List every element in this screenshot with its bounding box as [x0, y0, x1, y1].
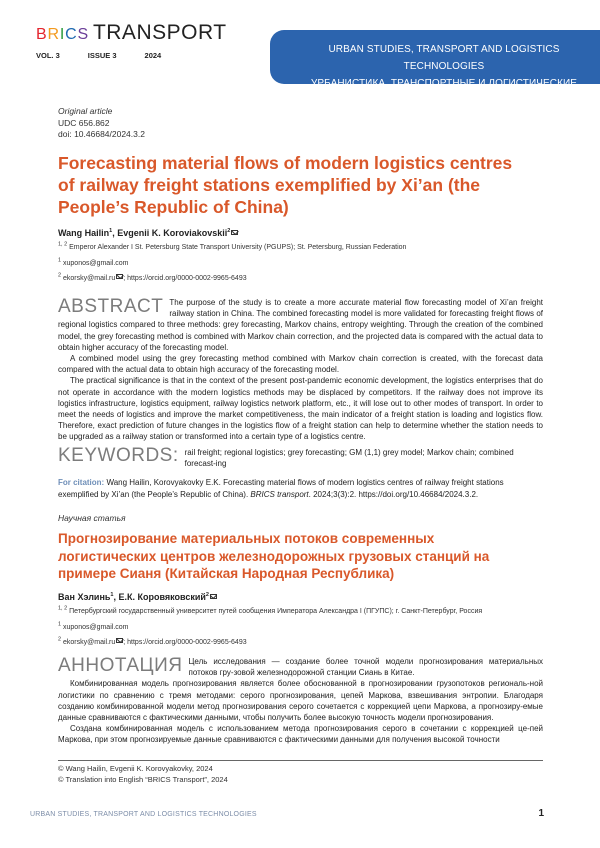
author-1-ru-sup: 1 — [110, 592, 114, 598]
email-line-1 — [58, 256, 406, 272]
abstract-paragraph-ru: Комбинированная модель прогнозирования является более обоснованной в прогнозировании грузопотоков региональ-ной логистики по сравнению с тремя методами: серого прогнозирования, цепей Маркова, взвешивания энтропии. Благодаря созданию комбинированной модели метод прогнозирования серого сочетается с коррекцией цепи Маркова, а прогнозиру-емые данные сравниваются с фактическими данными, чтобы получить более высокую точность модели прогнозирования. — [58, 679, 543, 723]
journal-logo — [36, 22, 256, 43]
section-band — [270, 30, 600, 106]
logo-brics: BRICS — [36, 26, 89, 43]
author-2: Evgenii K. Koroviakovskii — [117, 228, 228, 238]
udc: UDC 656.862 — [58, 117, 110, 128]
email-line-1-ru — [58, 620, 482, 636]
email-1-ru[interactable]: xuponos@gmail.com — [63, 623, 129, 631]
aff-ru-sup: 1, 2 — [58, 605, 68, 612]
citation-rest[interactable]: . 2024;3(3):2. https://doi.org/10.46684/2024.3.2. — [308, 489, 479, 499]
section-band-en: URBAN STUDIES, TRANSPORT AND LOGISTICS TECHNOLOGIES — [328, 44, 560, 72]
affiliation-line-ru — [58, 604, 482, 620]
email-1-sup: 1 — [58, 257, 62, 264]
article-title-en: Forecasting material flows of modern logistics centres of railway freight stations exemplified by Xi’an (the People’s Republic of China) — [58, 153, 513, 217]
abstract-en — [58, 297, 543, 443]
abstract-paragraph-ru: Цель исследования — создание более точной модели прогнозирования материальных потоков гру-зовой железнодорожной станции Сиань в Китае. — [188, 657, 543, 678]
email-2[interactable]: ekorsky@mail.ru — [63, 275, 116, 282]
citation-label: For citation: — [58, 478, 105, 487]
abstract-paragraph-ru: Создана комбинированная модель с использованием метода прогнозирования серого в сочетании с коррекцией це-пей Маркова, при этом прогнозируемые данные сравниваются с фактическими данными для получения высокой точности — [58, 724, 543, 745]
author-2-ru: Е.К. Коровяковский — [118, 592, 206, 602]
abstract-heading-ru: АННОТАЦИЯ — [58, 655, 183, 676]
copyright-2: © Translation into English “BRICS Transport”, 2024 — [58, 774, 228, 784]
email-line-2-ru — [58, 635, 482, 651]
authors-en: Wang Hailin$^1$, Evgenii K. Koroviakovskii$^2$ — [58, 228, 238, 238]
email-1-ru-sup: 1 — [58, 621, 62, 628]
article-type: Original article — [58, 106, 113, 116]
affiliation-text-ru: Петербургский государственный университет путей сообщения Императора Александра I (ПГУПС); г. Санкт-Петербург, Россия — [69, 608, 483, 615]
author-1-sup: 1 — [109, 228, 113, 234]
author-1-ru: Ван Хэлинь — [58, 592, 111, 602]
email-2-sup: 2 — [58, 272, 62, 279]
copyright-notes — [58, 760, 543, 785]
orcid-link[interactable]: ; https://orcid.org/0000-0002-9965-6493 — [123, 275, 247, 282]
mail-icon — [231, 230, 238, 235]
citation-journal: BRICS transport — [250, 489, 309, 499]
abstract-heading: ABSTRACT — [58, 296, 164, 317]
abstract-paragraph: A combined model using the grey forecasting method combined with Markov chain correction is created, with the forecast data compared with the actual data to obtain high accuracy of the forecasting model. — [58, 354, 543, 375]
email-1[interactable]: xuponos@gmail.com — [63, 259, 129, 267]
aff-sup: 1, 2 — [58, 241, 68, 248]
mail-icon — [116, 638, 123, 643]
affiliation-text: Emperor Alexander I St. Petersburg State Transport University (PGUPS); St. Petersburg, Russian Federation — [69, 244, 407, 251]
article-meta — [58, 106, 145, 141]
doi[interactable]: doi: 10.46684/2024.3.2 — [58, 129, 145, 139]
copyright-1: © Wang Hailin, Evgenii K. Korovyakovky, 2024 — [58, 764, 213, 773]
email-line-2 — [58, 271, 406, 287]
orcid-link-ru[interactable]: ; https://orcid.org/0000-0002-9965-6493 — [123, 639, 247, 646]
email-2-ru[interactable]: ekorsky@mail.ru — [63, 639, 116, 646]
volume: VOL. 3 — [36, 51, 60, 60]
author-2-ru-sup: 2 — [205, 592, 209, 598]
abstract-paragraph: The practical significance is that in the context of the present post-pandemic economic development, the logistics enterprises that do not operate in accordance with the modern logistics methods may be displaced by competitors. If the railway does not improve its logistics infrastructure, logistics equipment, railway logistics network platform, etc., it will lose out to other modes of transport. In order to meet the needs of logistics and improve the market competitiveness, the main indicator of a freight station is loading and logistics flow. Therefore, exact prediction of future changes in the logistics flow of a freight station can help to determine whether the station needs to be upgraded as a railway station or transformed into a certain type of a logistics centre. — [58, 376, 543, 442]
affiliations-en — [58, 240, 406, 287]
year: 2024 — [144, 51, 162, 60]
section-band-ru: УРБАНИСТИКА, ТРАНСПОРТНЫЕ И ЛОГИСТИЧЕСКИЕ ТЕХНОЛОГИИ — [310, 78, 578, 106]
article-title-ru: Прогнозирование материальных потоков современных логистических центров железнодорожных грузовых станций на примере Сианя (Китайская Народная Республика) — [58, 531, 490, 581]
keywords — [58, 446, 543, 469]
citation-text: Wang Hailin, Korovyakovky E.K. Forecasting material flows of modern logistics centres of railway freight stations exemplified by Xi’an (the People’s Republic of China). — [58, 478, 504, 499]
keywords-text: rail freight; regional logistics; grey forecasting; GM (1,1) grey model; Markov chain; combined forecast-ing — [184, 448, 514, 469]
logo-transport: TRANSPORT — [92, 21, 227, 44]
issue: ISSUE 3 — [87, 51, 117, 60]
journal-header — [36, 22, 256, 60]
authors-ru: Ван Хэлинь$^1$, Е.К. Коровяковский$^2$ — [58, 592, 217, 602]
issue-line — [36, 51, 256, 60]
article-type-ru: Научная статья — [58, 513, 126, 523]
citation — [58, 477, 543, 500]
mail-icon — [116, 274, 123, 279]
email-2-ru-sup: 2 — [58, 636, 62, 643]
affiliation-line — [58, 240, 406, 256]
abstract-ru — [58, 656, 543, 746]
page-number: 1 — [538, 808, 544, 819]
affiliations-ru — [58, 604, 482, 651]
keywords-heading: KEYWORDS: — [58, 445, 179, 466]
footer-section-name: URBAN STUDIES, TRANSPORT AND LOGISTICS TECHNOLOGIES — [30, 811, 257, 818]
mail-icon — [210, 594, 217, 599]
author-2-sup: 2 — [227, 228, 231, 234]
abstract-paragraph: The purpose of the study is to create a more accurate material flow forecasting model of Xi’an freight railway station in China. The combined forecasting model is more validated for forecasting freight flows of regional logistics compared to three methods: grey forecasting, Markov chains, entropy weighting. Through the creation of the combined model, the grey forecasting method is combined with Markov chain correction, and the projected data is compared with the actual data to obtain higher accuracy of the forecasting model. — [58, 298, 543, 352]
author-1: Wang Hailin — [58, 228, 110, 238]
